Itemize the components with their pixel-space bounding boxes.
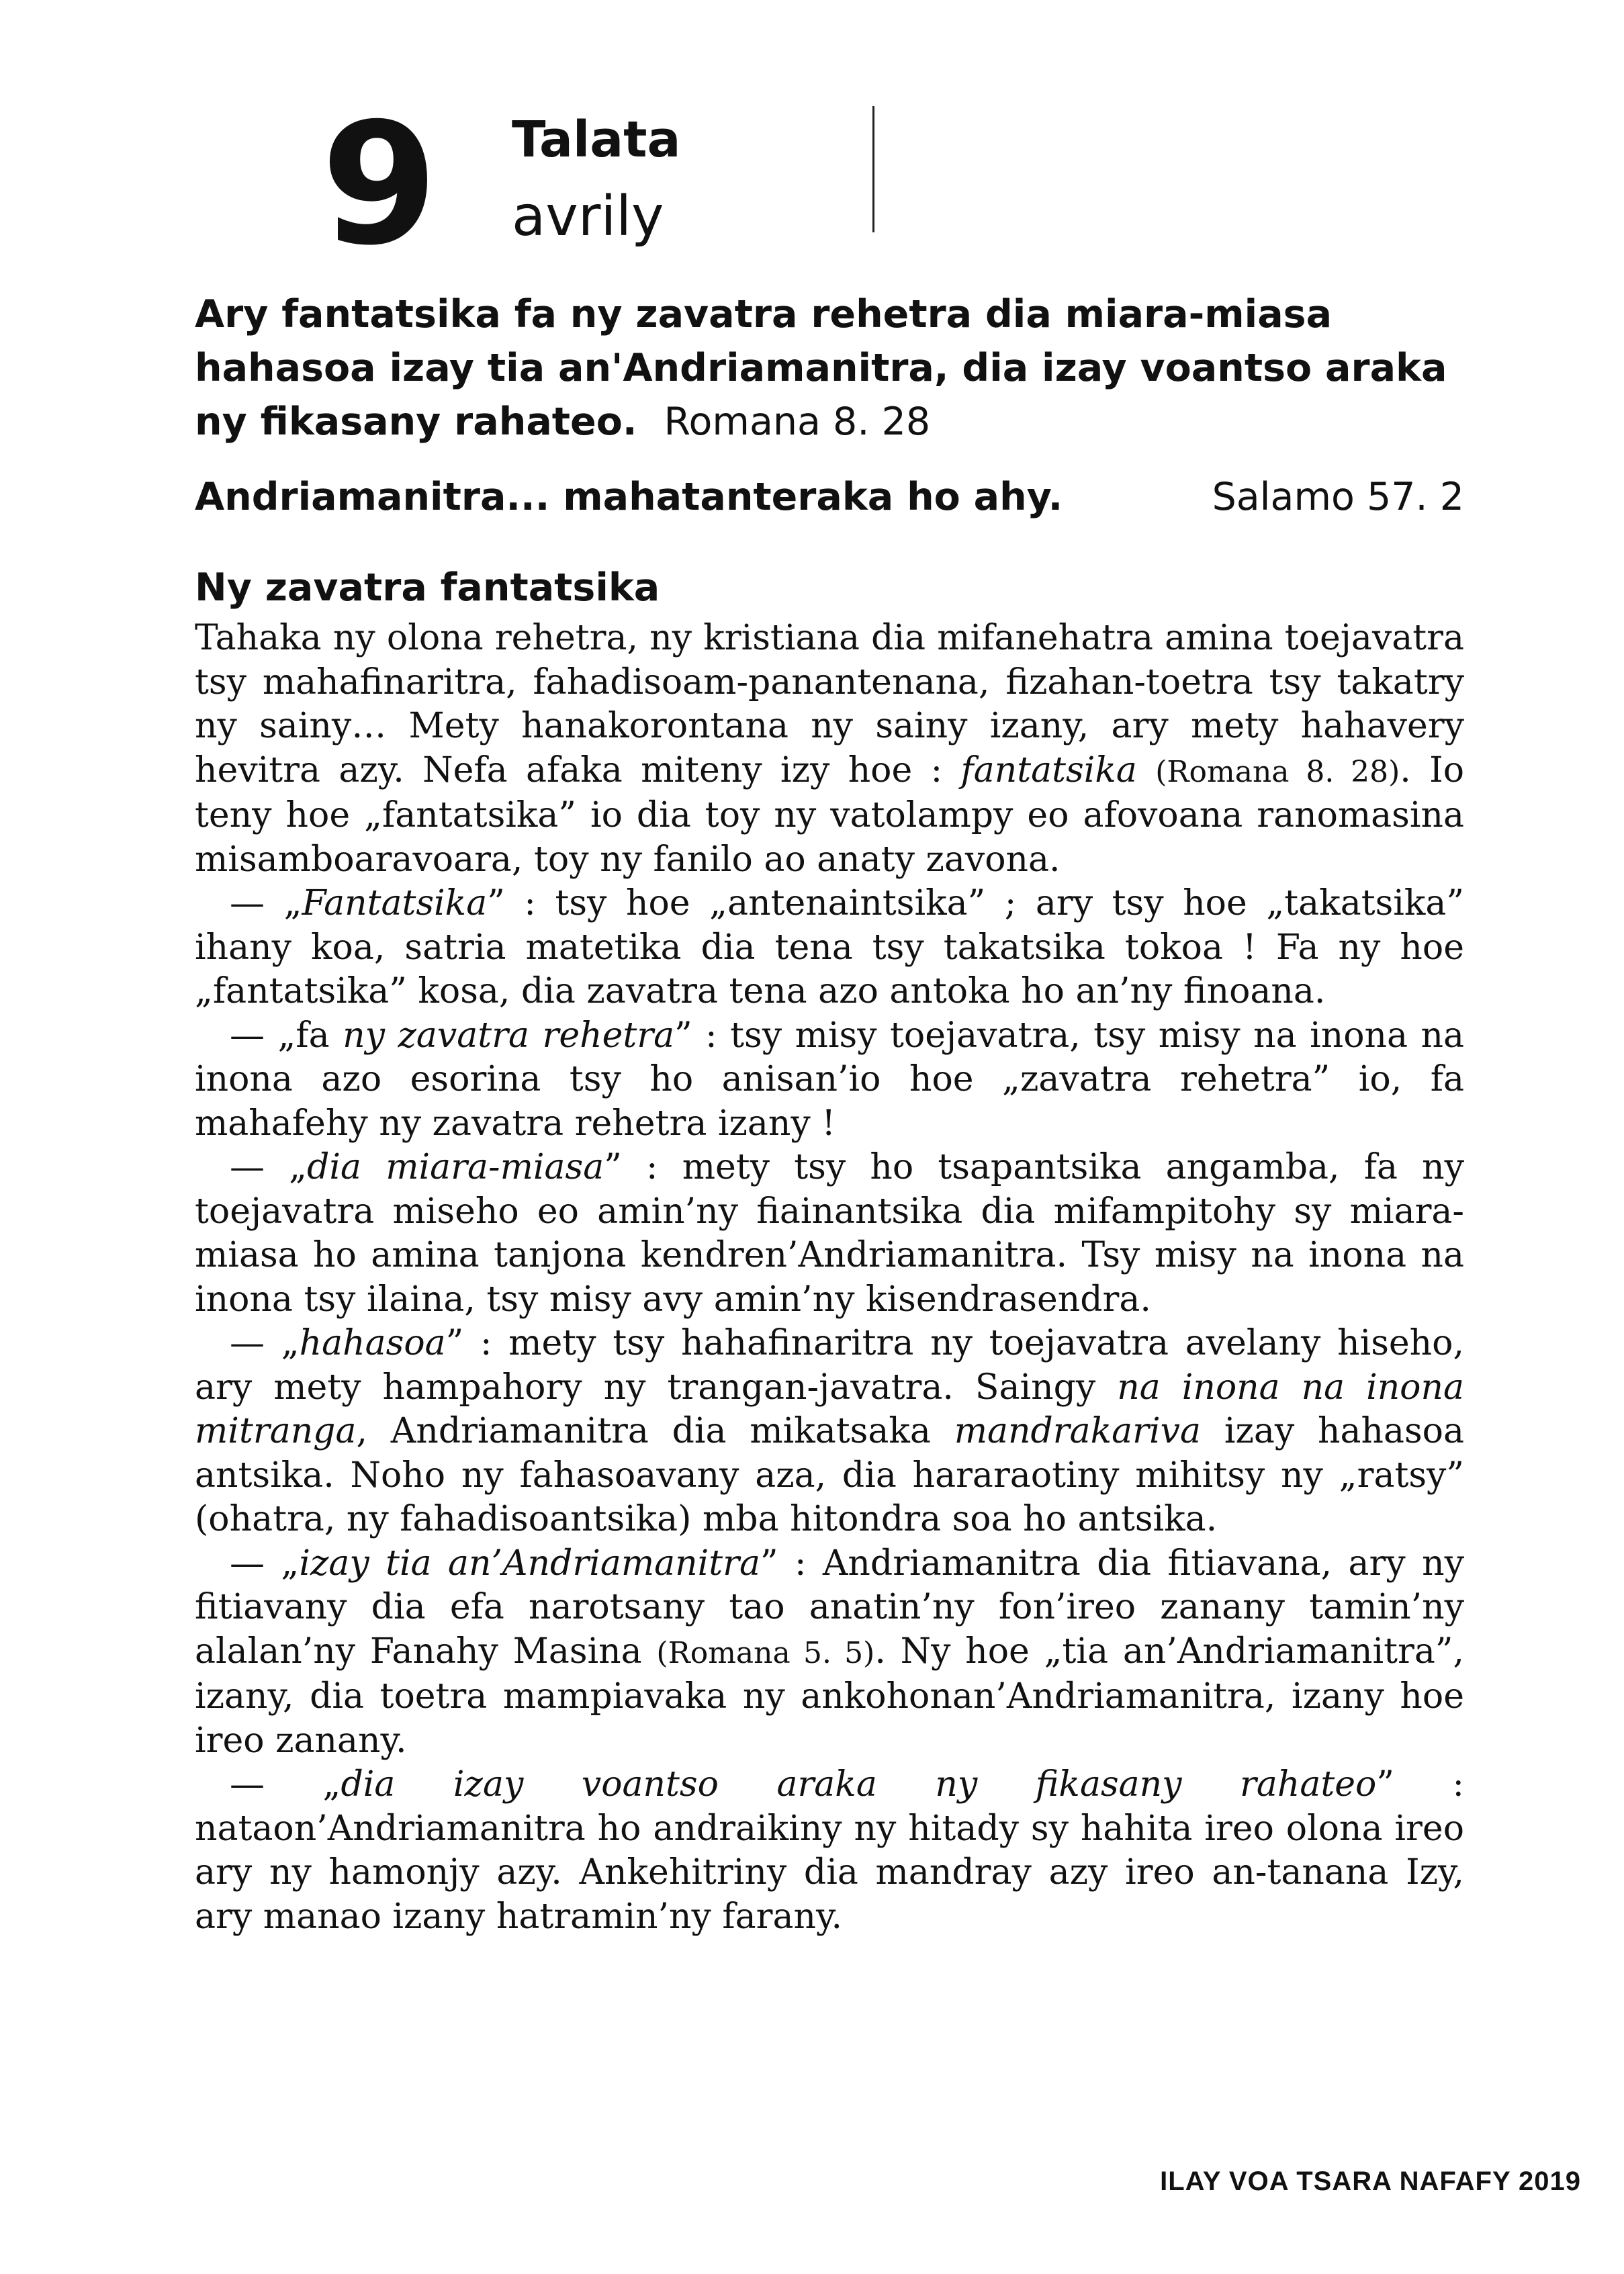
header-divider: [872, 106, 874, 232]
paragraph: Tahaka ny olona rehetra, ny kristiana dia mifanehatra amina toejavatra tsy mahafinaritra, fahadisoam-panantenana, fizahan-toetra tsy takatry ny sainy… Mety hanakorontana ny sainy izany, ary mety hahavery hevitra azy. Nefa afaka miteny izy hoe : fantatsika (Romana 8. 28). Io teny hoe „fantatsika” io dia toy ny vatolampy eo afovoana ranomasina misamboaravoara, toy ny fanilo ao anaty zavona.: [195, 618, 1465, 880]
paragraph: — „dia izay voantso araka ny fikasany rahateo” : nataon’Andriamanitra ho andraikiny ny hitady sy hahita ireo olona ireo ary ny hamonjy azy. Ankehitriny dia mandray azy ireo an-tanana Izy, ary manao izany hatramin’ny farany.: [195, 1764, 1464, 1937]
paragraph: — „izay tia an’Andriamanitra” : Andriamanitra dia fitiavana, ary ny fitiavany dia efa narotsany tao anatin’ny fon’ireo zanany tamin’ny alalan’ny Fanahy Masina (Romana 5. 5). Ny hoe „tia an’Andriamanitra”, izany, dia toetra mampiavaka ny ankohonan’Andriamanitra, izany hoe ireo zanany.: [195, 1543, 1464, 1761]
verse-reference: Salamo 57. 2: [1212, 475, 1464, 519]
verse-text: Ary fantatsika fa ny zavatra rehetra dia miara-miasa hahasoa izay tia an'Andriamanitra, dia izay voantso araka ny fikasany rahateo.: [195, 292, 1447, 444]
paragraph: — „fa ny zavatra rehetra” : tsy misy toejavatra, tsy misy na inona na inona azo esorina tsy ho anisan’io hoe „zavatra rehetra” io, fa mahafehy ny zavatra rehetra izany !: [195, 1015, 1464, 1144]
month: avrily: [512, 185, 664, 248]
verse-text: Andriamanitra... mahatanteraka ho ahy.: [195, 475, 1063, 519]
verse-romana: [195, 287, 1464, 449]
verse-salamo: [195, 470, 1464, 524]
day-number: 9: [321, 87, 434, 282]
section-title: Ny zavatra fantatsika: [195, 565, 660, 610]
paragraph: — „Fantatsika” : tsy hoe „antenaintsika” ; ary tsy hoe „takatsika” ihany koa, satria matetika dia tena tsy takatsika tokoa ! Fa ny hoe „fantatsika” kosa, dia zavatra tena azo antoka ho an’ny finoana.: [195, 883, 1465, 1011]
verse-reference: Romana 8. 28: [664, 400, 931, 444]
paragraph: — „dia miara-miasa” : mety tsy ho tsapantsika angamba, fa ny toejavatra miseho eo amin’ny fiainantsika dia mifampitohy sy miara-miasa ho amina tanjona kendren’Andriamanitra. Tsy misy na inona na inona tsy ilaina, tsy misy avy amin’ny kisendrasendra.: [195, 1147, 1465, 1320]
footer-title: ILAY VOA TSARA NAFAFY 2019: [1160, 2167, 1581, 2196]
body-text: [195, 617, 1464, 1939]
weekday: Talata: [512, 111, 681, 169]
paragraph: — „hahasoa” : mety tsy hahafinaritra ny toejavatra avelany hiseho, ary mety hampahory ny trangan-javatra. Saingy na inona na inona mitranga, Andriamanitra dia mikatsaka mandrakariva izay hahasoa antsika. Noho ny fahasoavany aza, dia hararaotiny mihitsy ny „ratsy” (ohatra, ny fahadisoantsika) mba hitondra soa ho antsika.: [195, 1323, 1464, 1539]
